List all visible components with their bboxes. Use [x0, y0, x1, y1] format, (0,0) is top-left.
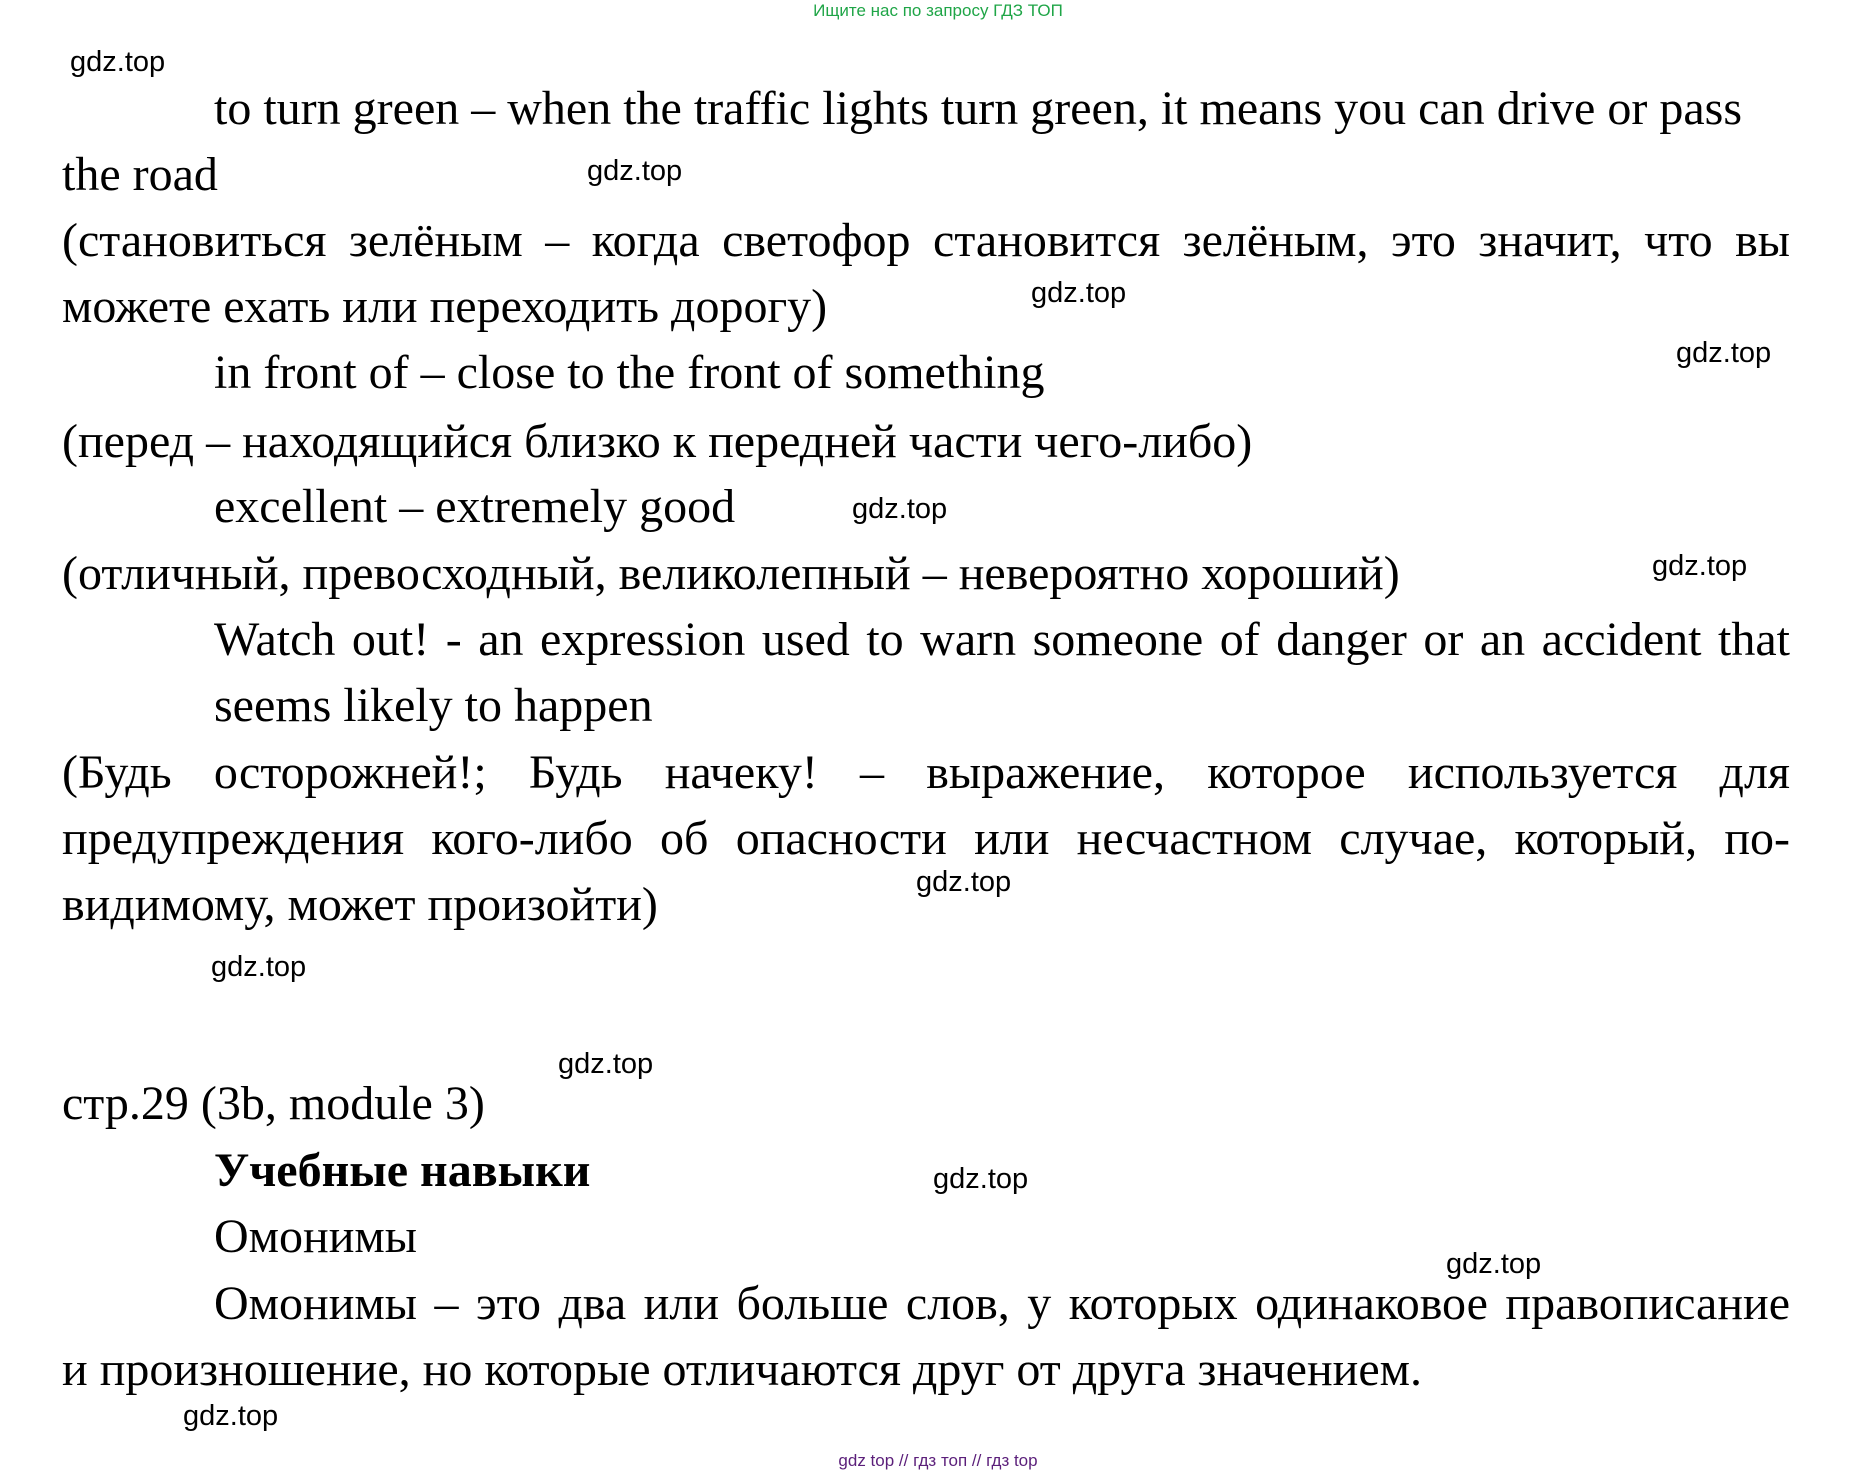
text-line: предупреждения кого-либо об опасности или несчастном случае, который, по- — [62, 812, 1790, 865]
text-line: to turn green – when the traffic lights turn green, it means you can drive or pass — [214, 82, 1743, 135]
top-banner: Ищите нас по запросу ГДЗ ТОП — [813, 1, 1063, 20]
text-line: (отличный, превосходный, великолепный – невероятно хороший) — [62, 547, 1400, 600]
text-line: видимому, может произойти) — [62, 878, 658, 931]
watermark: gdz.top — [587, 155, 683, 187]
text-line: (перед – находящийся близко к передней части чего-либо) — [62, 415, 1253, 468]
watermark: gdz.top — [852, 493, 948, 525]
text-line: the road — [62, 148, 218, 201]
watermark: gdz.top — [70, 46, 166, 78]
subheading: Омонимы — [214, 1210, 418, 1263]
text-line: (Будь осторожней!; Будь начеку! – выражение, которое используется для — [62, 746, 1790, 799]
watermark: gdz.top — [183, 1400, 279, 1432]
watermark: gdz.top — [1031, 277, 1127, 309]
section-heading: Учебные навыки — [214, 1144, 591, 1197]
watermark: gdz.top — [1446, 1248, 1542, 1280]
watermark: gdz.top — [1652, 550, 1748, 582]
text-line: excellent – extremely good — [214, 480, 736, 533]
page-reference: стр.29 (3b, module 3) — [62, 1077, 485, 1130]
watermark: gdz.top — [211, 951, 307, 983]
watermark: gdz.top — [1676, 337, 1772, 369]
watermark: gdz.top — [916, 866, 1012, 898]
text-line: seems likely to happen — [214, 679, 653, 732]
watermark: gdz.top — [558, 1048, 654, 1080]
text-line: и произношение, но которые отличаются друг от друга значением. — [62, 1343, 1423, 1396]
text-line: Омонимы – это два или больше слов, у которых одинаковое правописание — [214, 1277, 1790, 1330]
text-line: (становиться зелёным – когда светофор становится зелёным, это значит, что вы — [62, 214, 1790, 267]
text-line: Watch out! - an expression used to warn someone of danger or an accident that — [214, 613, 1790, 666]
text-line: in front of – close to the front of something — [214, 346, 1045, 399]
footer-text: gdz top // гдз топ // гдз top — [838, 1451, 1038, 1470]
watermark: gdz.top — [933, 1163, 1029, 1195]
text-line: можете ехать или переходить дорогу) — [62, 280, 828, 333]
